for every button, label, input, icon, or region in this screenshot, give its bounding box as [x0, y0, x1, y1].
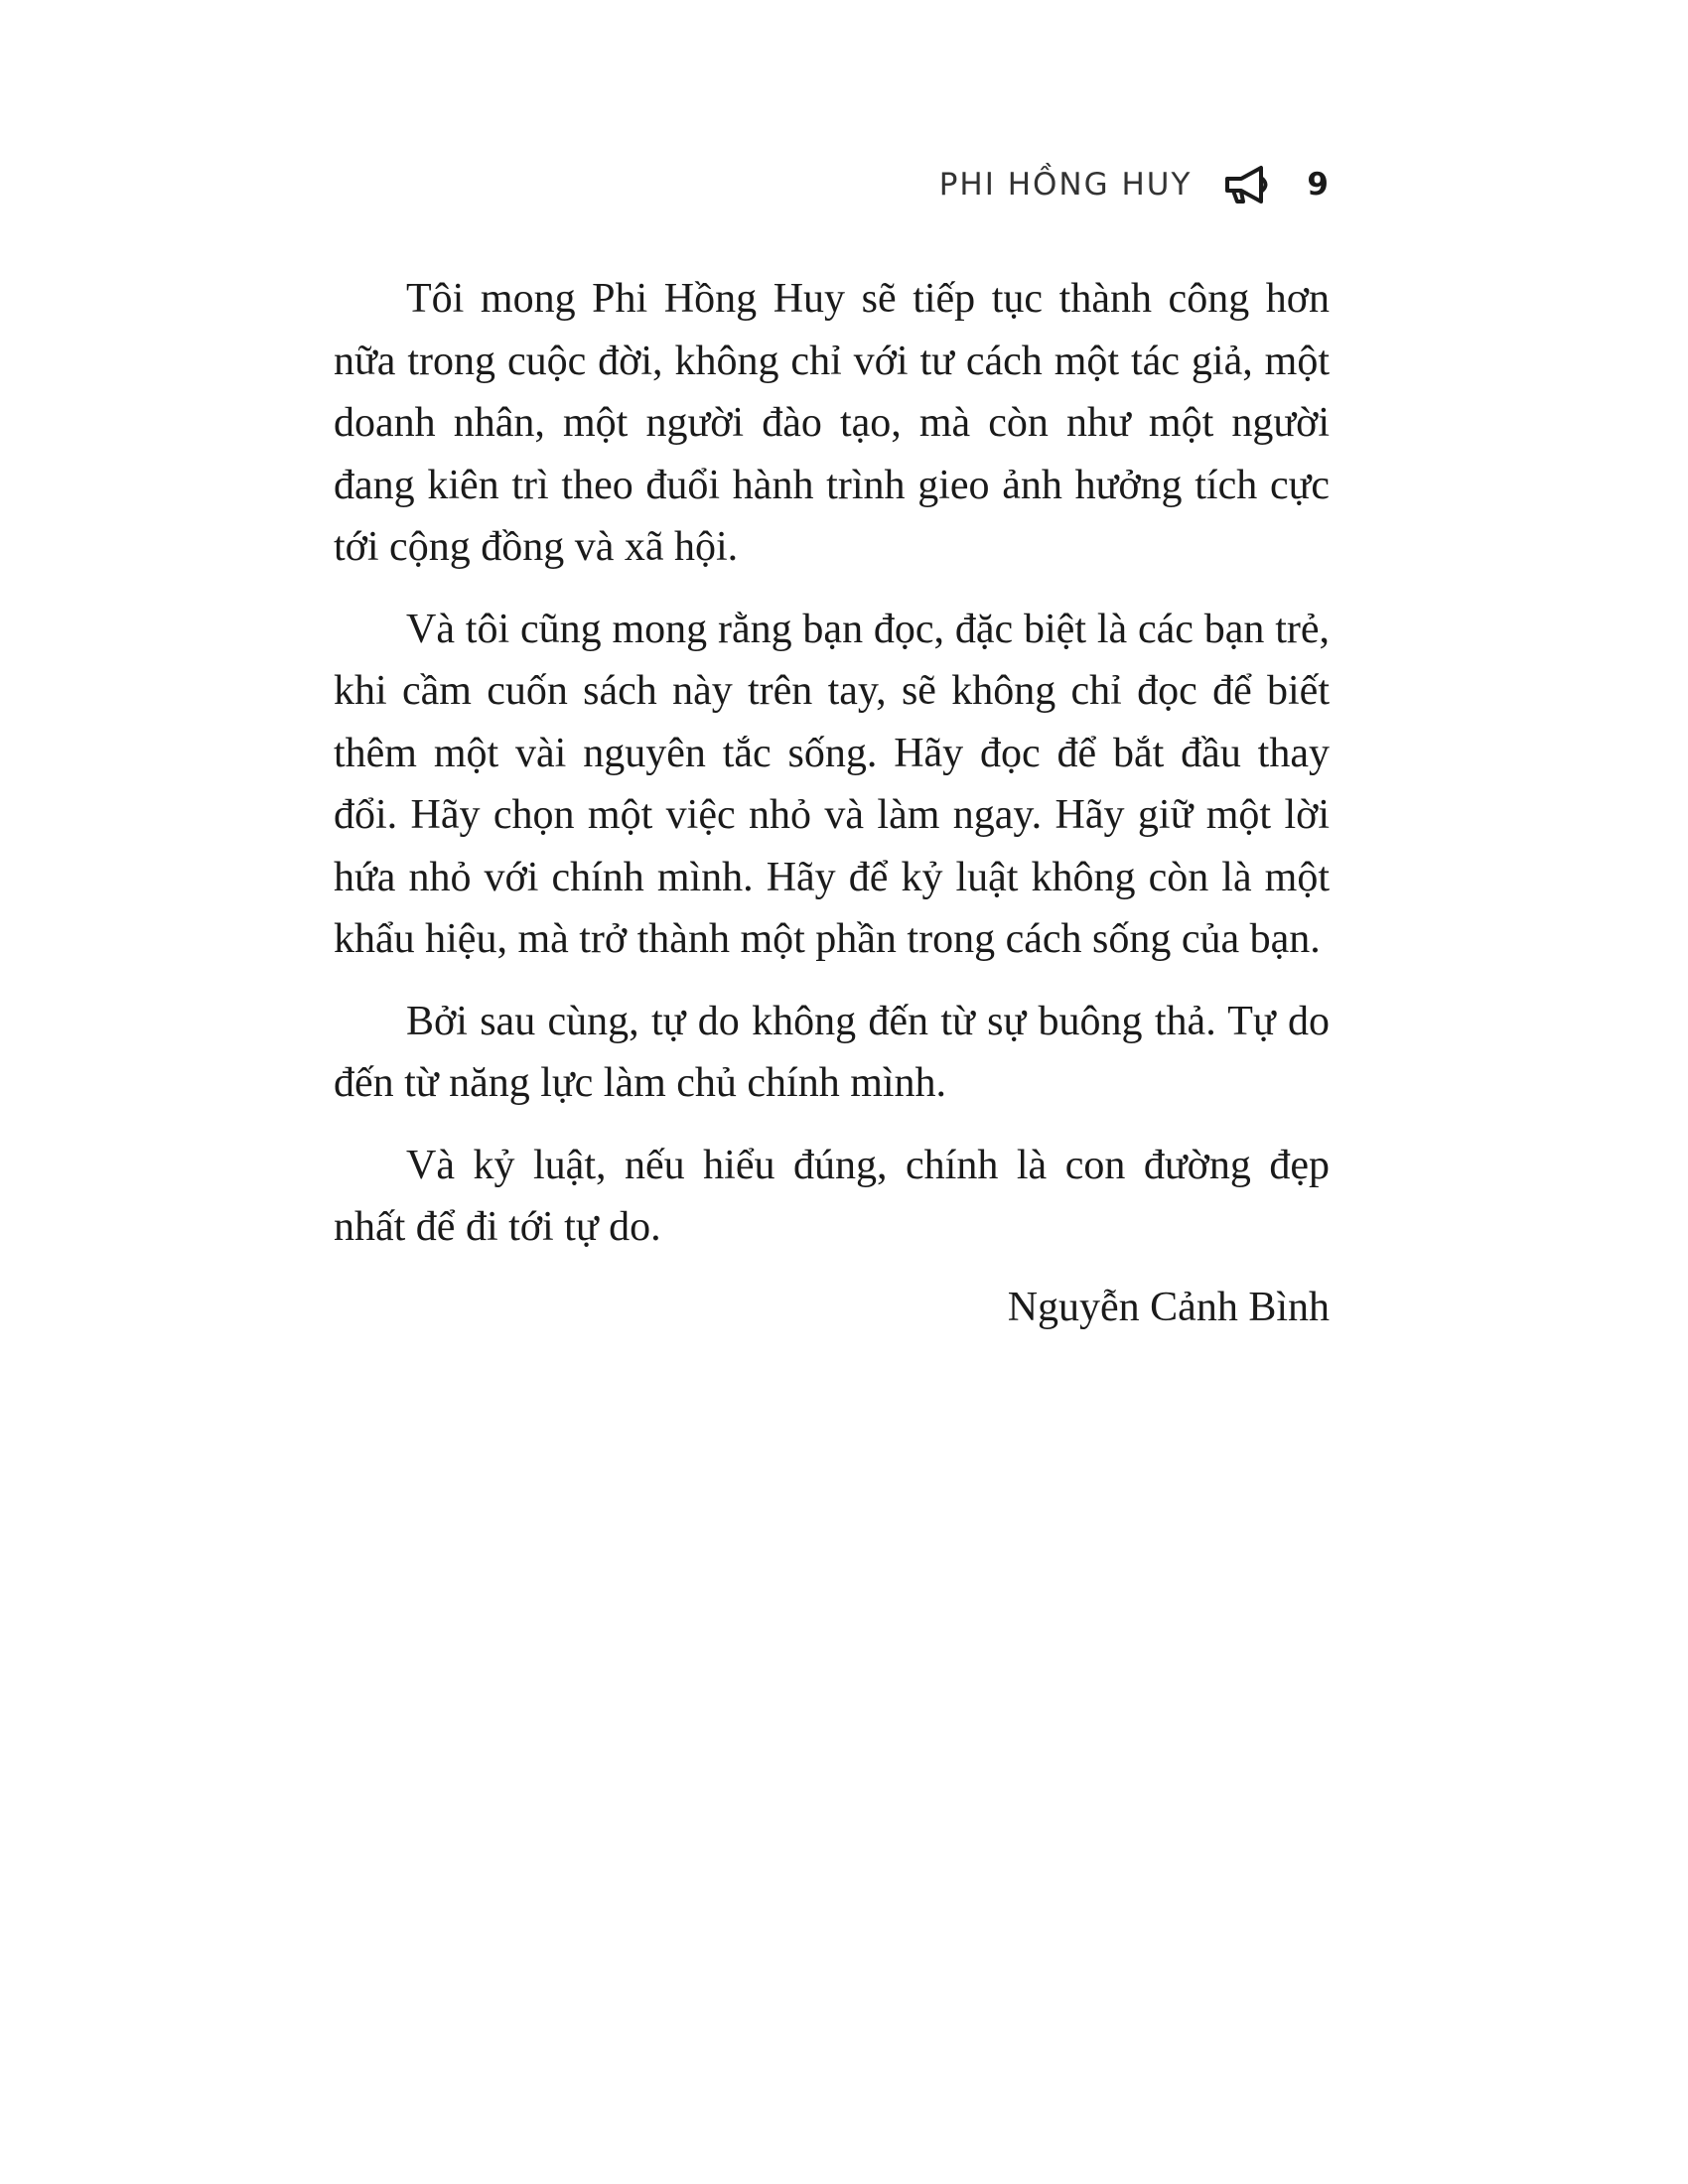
body-text — [334, 268, 1330, 1338]
signature: Nguyễn Cảnh Bình — [1007, 1284, 1330, 1330]
megaphone-icon — [1221, 162, 1281, 207]
paragraph: Và kỷ luật, nếu hiểu đúng, chính là con đường đẹp nhất để đi tới tự do. — [334, 1142, 1330, 1250]
paragraph: Tôi mong Phi Hồng Huy sẽ tiếp tục thành công hơn nữa trong cuộc đời, không chỉ với tư cách một tác giả, một doanh nhân, một người đào tạo, mà còn như một người đang kiên trì theo đuổi hành trình gieo ảnh hưởng tích cực tới cộng đồng và xã hội. — [334, 276, 1330, 570]
paragraph: Bởi sau cùng, tự do không đến từ sự buông thả. Tự do đến từ năng lực làm chủ chính mình. — [334, 998, 1330, 1106]
running-header-author: PHI HỒNG HUY — [938, 167, 1193, 203]
page-number: 9 — [1307, 167, 1329, 203]
running-header — [939, 161, 1329, 208]
paragraph: Và tôi cũng mong rằng bạn đọc, đặc biệt là các bạn trẻ, khi cầm cuốn sách này trên tay, sẽ không chỉ đọc để biết thêm một vài nguyên tắc sống. Hãy đọc để bắt đầu thay đổi. Hãy chọn một việc nhỏ và làm ngay. Hãy giữ một lời hứa nhỏ với chính mình. Hãy để kỷ luật không còn là một khẩu hiệu, mà trở thành một phần trong cách sống của bạn. — [334, 606, 1330, 962]
